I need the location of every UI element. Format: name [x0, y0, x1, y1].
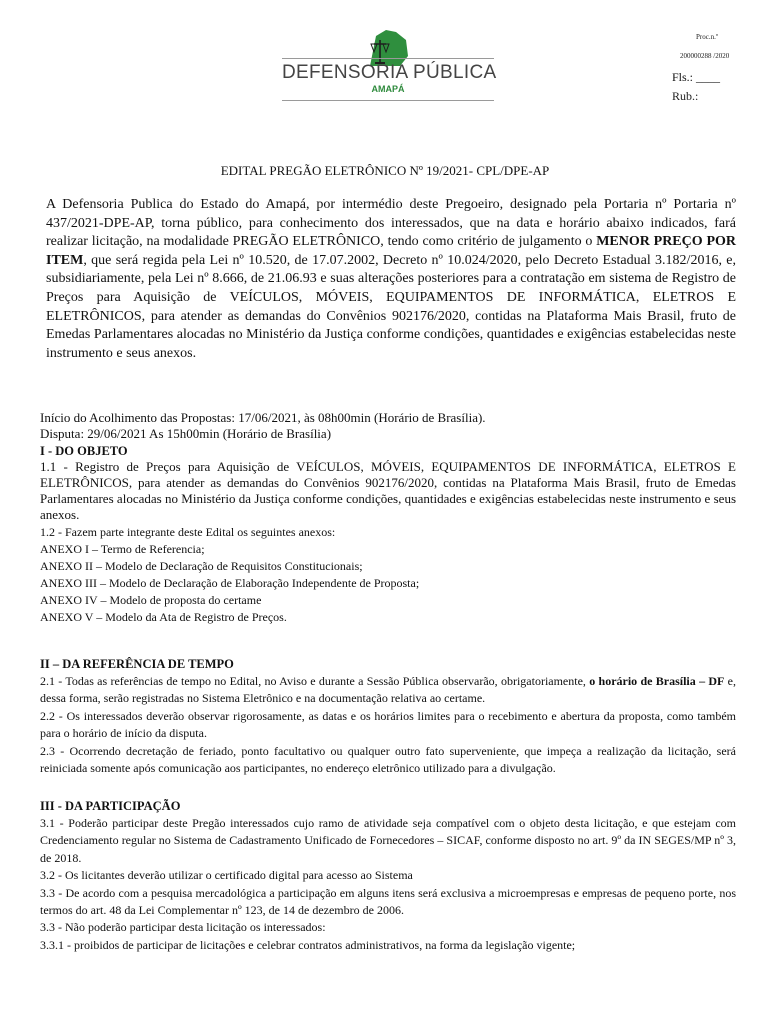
paragraph-2-3: 2.3 - Ocorrendo decretação de feriado, ponto facultativo ou qualquer outro fato superveniente, que impeça a realização da licitação, será reiniciada somente após comunicação aos participantes, no endereço eletrônico utilizado para a divulgação. — [40, 743, 736, 776]
paragraph-3-1: 3.1 - Poderão participar deste Pregão interessados cujo ramo de atividade seja compatível com o objeto desta licitação, e que estejam com Credenciamento regular no Sistema de Cadastramento Unificado de Fornecedores – SICAF, conforme disposto no art. 9º da IN SEGES/MP nº 3, de 2018. — [40, 816, 736, 865]
paragraph-3-3a: 3.3 - De acordo com a pesquisa mercadológica a participação em alguns itens será exclusiva a microempresas e empresas de pequeno porte, nos termos do art. 48 da Lei Complementar nº 123, de 14 de dezembro de 2006. — [40, 885, 736, 918]
schedule-disputa: Disputa: 29/06/2021 As 15h00min (Horário de Brasília) — [40, 426, 332, 442]
schedule-inicio: Início do Acolhimento das Propostas: 17/06/2021, às 08h00min (Horário de Brasília). — [40, 410, 486, 425]
intro-text-2: , que será regida pela Lei nº 10.520, de 17.07.2002, Decreto nº 10.024/2020, pelo Decreto Estadual 3.182/2016, e, subsidiariamente, pela Lei nº 8.666, de 21.06.93 e suas alterações posteriores para a contratação em sistema de Registro de Preços para Aquisição de VEÍCULOS, MÓVEIS, EQUIPAMENTOS DE INFORMÁTICA, ELETROS E ELETRÔNICOS, para atender as demandas do Convênios 902176/2020, contidas na Plataforma Mais Brasil, fruto de Emedas Parlamentares alocadas no Ministério da Justiça conforme condições, quantidades e exigências estabelecidas neste instrumento e seus anexos. — [46, 252, 736, 361]
paragraph-1-1: 1.1 - Registro de Preços para Aquisição de VEÍCULOS, MÓVEIS, EQUIPAMENTOS DE INFORMÁTICA, ELETROS E ELETRÔNICOS, para atender as demandas do Convênios 902176/2020, contidas na Plataforma Mais Brasil, fruto de Emedas Parlamentares alocadas no Ministério da Justiça conforme condições, quantidades e exigências estabelecidas neste instrumento e seus anexos. — [40, 458, 736, 523]
logo-top-rule — [282, 58, 494, 59]
paragraph-2-1-text-b: e, dessa forma, serão registradas no Sistema Eletrônico e na documentação relativa ao certame. — [40, 674, 736, 706]
proc-label: Proc.n.º — [696, 33, 719, 41]
intro-criterion: MENOR PREÇO POR ITEM — [46, 234, 736, 268]
section-3-heading: III - DA PARTICIPAÇÃO — [40, 799, 181, 813]
org-state: AMAPÁ — [371, 84, 405, 94]
anexo-item: ANEXO II – Modelo de Declaração de Requisitos Constitucionais; — [40, 558, 363, 573]
anexo-item: ANEXO III – Modelo de Declaração de Elaboração Independente de Proposta; — [40, 575, 420, 590]
paragraph-3-3b: 3.3 - Não poderão participar desta licitação os interessados: — [40, 920, 326, 935]
paragraph-2-1-text-a: 2.1 - Todas as referências de tempo no Edital, no Aviso e durante a Sessão Pública observarão, obrigatoriamente, — [40, 674, 590, 688]
document-title: EDITAL PREGÃO ELETRÔNICO Nº 19/2021- CPL/DPE-AP — [220, 163, 550, 178]
section-1-heading: I - DO OBJETO — [40, 443, 128, 458]
anexo-item: ANEXO IV – Modelo de proposta do certame — [40, 592, 262, 607]
paragraph-2-2: 2.2 - Os interessados deverão observar rigorosamente, as datas e os horários limites para o recebimento e abertura da proposta, como também para o horário de início da disputa. — [40, 708, 736, 741]
rubrica-field: Rub.: — [672, 89, 699, 103]
section-participacao — [40, 798, 736, 954]
section-objeto — [40, 410, 736, 626]
section-2-heading: II – DA REFERÊNCIA DE TEMPO — [40, 657, 234, 671]
anexo-item: ANEXO V – Modelo da Ata de Registro de Preços. — [40, 609, 287, 624]
header-logo — [282, 22, 497, 104]
fls-field: Fls.: ____ — [672, 70, 721, 84]
proc-number: 200000288 /2020 — [680, 52, 730, 60]
anexo-item: ANEXO I – Termo de Referencia; — [40, 541, 205, 556]
paragraph-1-2: 1.2 - Fazem parte integrante deste Edital os seguintes anexos: — [40, 524, 336, 539]
paragraph-2-1 — [40, 673, 736, 708]
org-name: DEFENSORIA PÚBLICA — [282, 62, 497, 83]
paragraph-3-3-1: 3.3.1 - proibidos de participar de licitações e celebrar contratos administrativos, na forma da legislação vigente; — [40, 937, 576, 952]
paragraph-2-1-bold: o horário de Brasília – DF — [589, 674, 725, 688]
paragraph-3-2: 3.2 - Os licitantes deverão utilizar o certificado digital para acesso ao Sistema — [40, 868, 413, 883]
section-referencia-tempo — [40, 656, 736, 777]
intro-paragraph — [46, 196, 736, 363]
intro-text-1: A Defensoria Publica do Estado do Amapá, por intermédio deste Pregoeiro, designado pela Portaria nº Portaria nº 437/2021-DPE-AP, torna público, para conhecimento dos interessados, que na data e horário abaixo indicados, fará realizar licitação, na modalidade PREGÃO ELETRÔNICO, tendo como critério de julgamento o — [46, 197, 736, 250]
logo-bottom-rule — [282, 100, 494, 101]
